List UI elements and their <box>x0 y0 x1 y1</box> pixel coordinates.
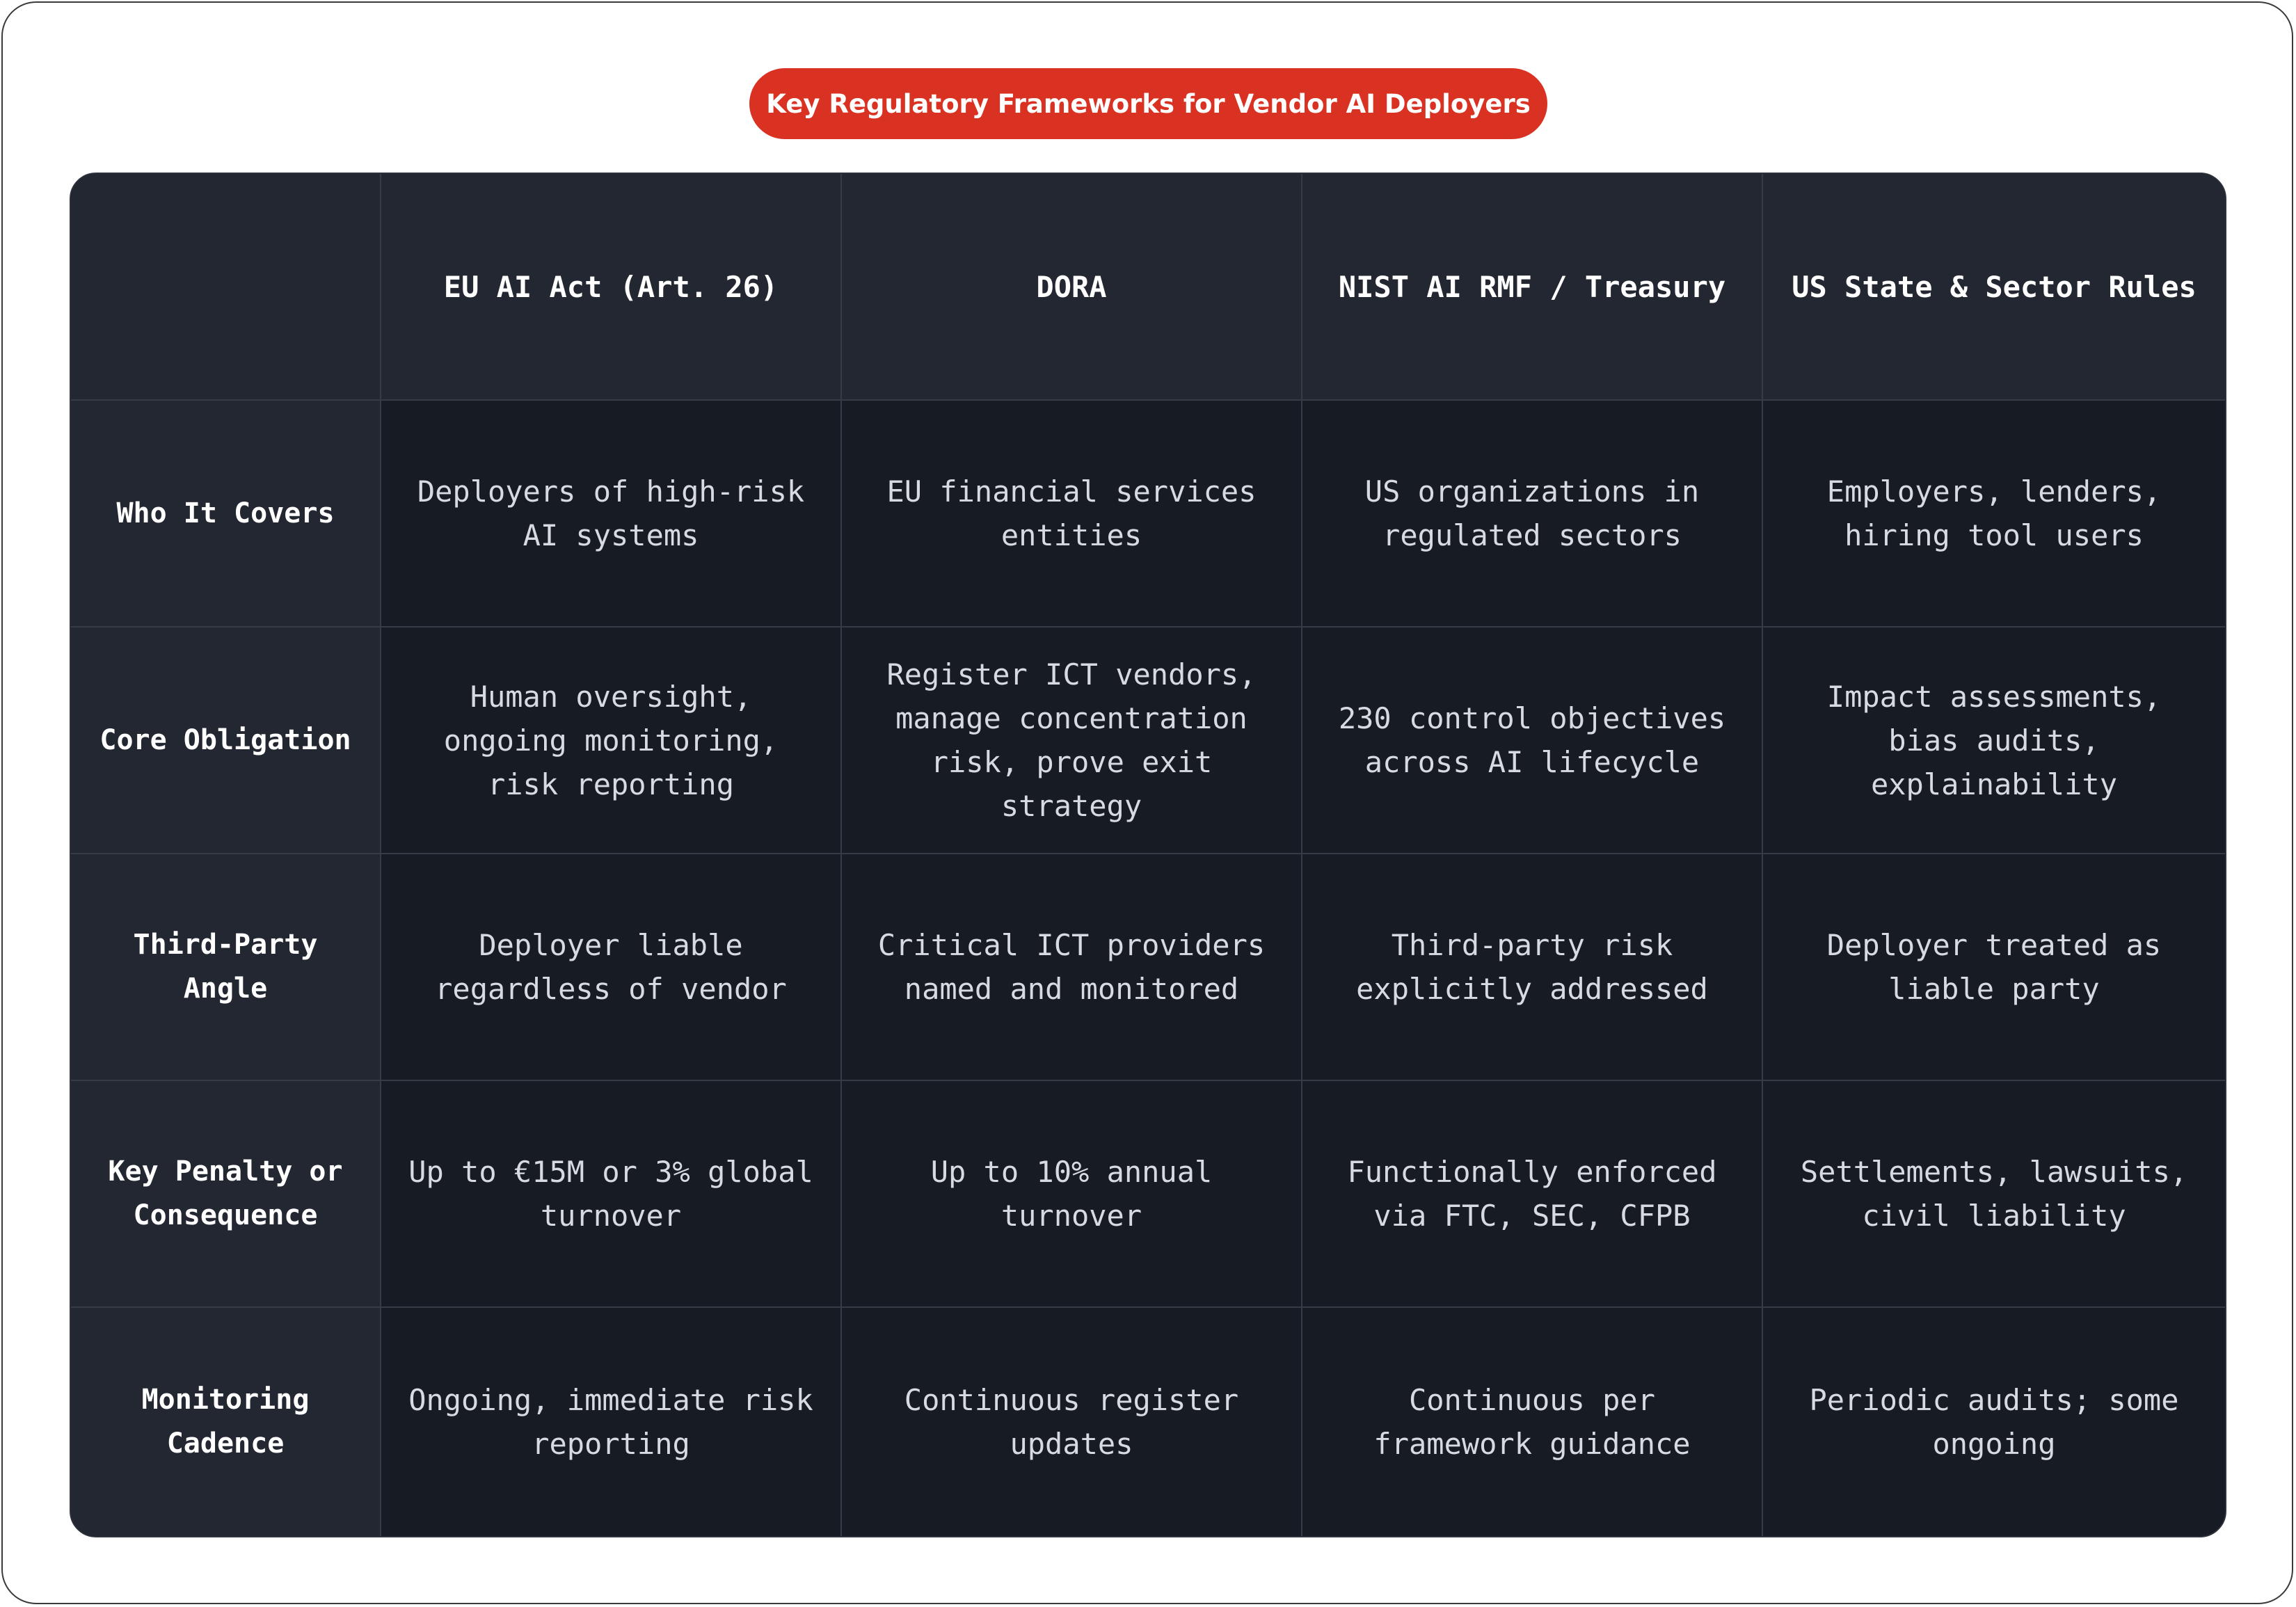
table-cell: Continuous per framework guidance <box>1302 1308 1763 1536</box>
table-cell: Up to 10% annual turnover <box>842 1081 1302 1308</box>
row-header-key-penalty: Key Penalty or Consequence <box>71 1081 381 1308</box>
table-cell: Settlements, lawsuits, civil liability <box>1763 1081 2225 1308</box>
table-cell: EU financial services entities <box>842 401 1302 627</box>
column-header-nist: NIST AI RMF / Treasury <box>1302 174 1763 401</box>
row-header-who-it-covers: Who It Covers <box>71 401 381 627</box>
page-title: Key Regulatory Frameworks for Vendor AI Deployers <box>749 68 1547 139</box>
column-header-dora: DORA <box>842 174 1302 401</box>
table-cell: Deployer treated as liable party <box>1763 854 2225 1081</box>
column-header-eu-ai-act: EU AI Act (Art. 26) <box>381 174 842 401</box>
table-cell: Critical ICT providers named and monitored <box>842 854 1302 1081</box>
column-header-us-state-sector: US State & Sector Rules <box>1763 174 2225 401</box>
row-header-core-obligation: Core Obligation <box>71 627 381 854</box>
table-cell: Deployer liable regardless of vendor <box>381 854 842 1081</box>
table-cell: Employers, lenders, hiring tool users <box>1763 401 2225 627</box>
row-header-monitoring-cadence: Monitoring Cadence <box>71 1308 381 1536</box>
table-cell: Up to €15M or 3% global turnover <box>381 1081 842 1308</box>
table-cell: Ongoing, immediate risk reporting <box>381 1308 842 1536</box>
table-cell: Continuous register updates <box>842 1308 1302 1536</box>
table-cell: Functionally enforced via FTC, SEC, CFPB <box>1302 1081 1763 1308</box>
table-cell: Periodic audits; some ongoing <box>1763 1308 2225 1536</box>
table-cell: Human oversight, ongoing monitoring, risk reporting <box>381 627 842 854</box>
table-cell: 230 control objectives across AI lifecycle <box>1302 627 1763 854</box>
table-cell: Impact assessments, bias audits, explainability <box>1763 627 2225 854</box>
row-header-third-party-angle: Third-Party Angle <box>71 854 381 1081</box>
table-cell: Deployers of high-risk AI systems <box>381 401 842 627</box>
framework-comparison-table <box>70 173 2226 1537</box>
table-cell: Register ICT vendors, manage concentration risk, prove exit strategy <box>842 627 1302 854</box>
table-cell: US organizations in regulated sectors <box>1302 401 1763 627</box>
table-cell: Third-party risk explicitly addressed <box>1302 854 1763 1081</box>
table-corner-cell <box>71 174 381 401</box>
